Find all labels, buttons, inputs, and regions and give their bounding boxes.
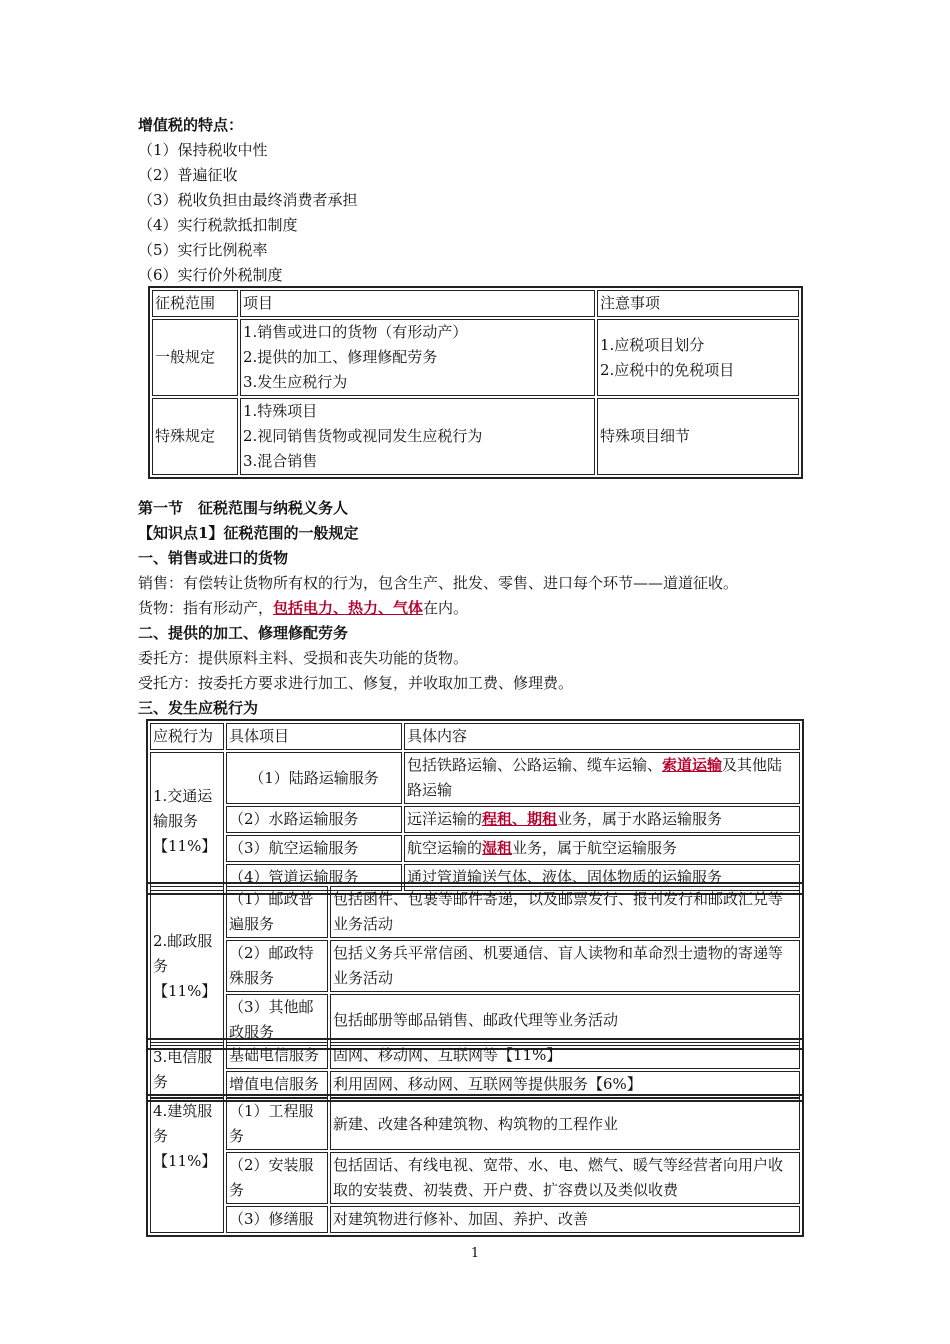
category-line: 2.邮政服: [153, 931, 213, 950]
content-cell: [404, 806, 800, 833]
list-item: 特殊项目细节: [600, 427, 691, 445]
list-item: 3.发生应税行为: [243, 373, 348, 391]
item-cell: [226, 1206, 328, 1233]
section-title: 第一节 征税范围与纳税义务人: [138, 499, 349, 517]
table-row: [150, 886, 800, 938]
feature-item: （5）实行比例税率: [138, 241, 268, 259]
content-cell: 包括义务兵平常信函、机要通信、盲人读物和革命烈士遗物的寄递等业务活动: [330, 940, 800, 992]
scope-table: [148, 286, 803, 479]
item-line: 遍服务: [229, 915, 275, 933]
goods-highlight: 包括电力、热力、气体: [273, 599, 424, 617]
category-cell: [150, 886, 224, 1046]
content-cell: 新建、改建各种建筑物、构筑物的工程作业: [330, 1098, 800, 1150]
goods-definition: [138, 596, 468, 621]
item-cell: 增值电信服务: [226, 1071, 328, 1098]
content-cell: 通过管道输送气体、液体、固体物质的运输服务: [404, 864, 800, 891]
table-row: [150, 940, 800, 992]
page-number: 1: [470, 1246, 480, 1261]
sale-definition: 销售：有偿转让货物所有权的行为，包含生产、批发、零售、进口每个环节——道道征收。: [138, 574, 739, 592]
header-cell: 应税行为: [150, 723, 224, 750]
category-cell: [150, 752, 224, 891]
item-line: （1）邮政普: [229, 890, 314, 908]
item-cell: 基础电信服务: [226, 1042, 328, 1069]
category-line: 1.交通运: [153, 787, 213, 805]
table-row: [150, 1152, 800, 1204]
header-cell: 具体内容: [404, 723, 800, 750]
goods-prefix: 货物：指有形动产，: [138, 599, 274, 617]
category-line: 务【11%】: [153, 956, 217, 1000]
list-item: 2.应税中的免税项目: [600, 360, 735, 379]
category-line: 【11%】: [153, 837, 217, 855]
taxable-table-postal: [146, 882, 804, 1050]
goods-suffix: 在内。: [423, 599, 469, 617]
feature-item: （2）普遍征收: [138, 166, 238, 184]
item-line: （2）安装服: [229, 1156, 314, 1174]
header-cell: 征税范围: [152, 290, 238, 317]
features-title: 增值税的特点：: [138, 116, 244, 134]
item-line: 政服务: [229, 1023, 275, 1041]
table-row: [150, 806, 800, 833]
content-text: 业务，属于航空运输服务: [512, 839, 678, 857]
content-highlight: 索道运输: [662, 756, 723, 774]
item-cell: [226, 886, 328, 938]
header-cell: 具体项目: [226, 723, 402, 750]
heading-goods: 一、销售或进口的货物: [138, 549, 289, 567]
notes-cell: [597, 398, 799, 475]
taxable-table-construction: [146, 1094, 804, 1237]
category-line: 4.建筑服: [153, 1102, 213, 1120]
item-line: （1）工程服: [229, 1102, 314, 1120]
category-line: 输服务: [153, 812, 199, 830]
content-cell: 对建筑物进行修补、加固、养护、改善: [330, 1206, 800, 1233]
item-cell: （1）陆路运输服务: [226, 752, 402, 804]
table-row: [150, 752, 800, 804]
table-row: [150, 835, 800, 862]
list-item: 1.销售或进口的货物（有形动产）: [243, 323, 468, 341]
item-line: 务: [229, 1127, 245, 1145]
content-text: 包括铁路运输、公路运输、缆车运输、: [407, 756, 663, 774]
items-cell: [240, 398, 595, 475]
item-line: （2）邮政特: [229, 944, 314, 962]
content-text: 及其他陆路运输: [407, 756, 783, 799]
table-header-row: [150, 723, 800, 750]
item-cell: [226, 940, 328, 992]
feature-item: （1）保持税收中性: [138, 141, 268, 159]
item-line: 务: [229, 1181, 245, 1199]
consignor-text: 委托方：提供原料主料、受损和丧失功能的货物。: [138, 649, 469, 667]
content-cell: 包括邮册等邮品销售、邮政代理等业务活动: [330, 994, 800, 1046]
content-cell: 包括函件、包裹等邮件寄递，以及邮票发行、报刊发行和邮政汇兑等业务活动: [330, 886, 800, 938]
table-header-row: [152, 290, 799, 317]
content-highlight: 湿租: [482, 839, 513, 857]
heading-taxable-acts: 三、发生应税行为: [138, 699, 259, 717]
knowledge-point-title: 【知识点1】征税范围的一般规定: [138, 524, 359, 542]
taxable-table-telecom: [146, 1038, 804, 1102]
item-cell: （2）水路运输服务: [226, 806, 402, 833]
table-row: [152, 398, 799, 475]
content-cell: 固网、移动网、互联网等【11%】: [330, 1042, 800, 1069]
content-text: 业务，属于水路运输服务: [557, 810, 723, 828]
item-cell: （3）航空运输服务: [226, 835, 402, 862]
content-text: 航空运输的: [407, 839, 483, 857]
list-item: 1.特殊项目: [243, 402, 318, 420]
content-highlight: 程租、期租: [482, 810, 558, 828]
content-cell: [404, 752, 800, 804]
scope-cell: 特殊规定: [152, 398, 238, 475]
category-line: 务: [153, 1073, 169, 1091]
list-item: 2.提供的加工、修理修配劳务: [243, 348, 438, 366]
content-cell: 包括固话、有线电视、宽带、水、电、燃气、暖气等经营者向用户收取的安装费、初装费、开户费、扩容费以及类似收费: [330, 1152, 800, 1204]
taxable-table-transport: [146, 719, 804, 895]
table-row: [150, 1098, 800, 1150]
scope-cell: 一般规定: [152, 319, 238, 396]
table-row: [150, 1206, 800, 1233]
list-item: 2.视同销售货物或视同发生应税行为: [243, 427, 483, 445]
items-cell: [240, 319, 595, 396]
list-item: 1.应税项目划分: [600, 335, 705, 354]
item-line: 殊服务: [229, 969, 275, 987]
list-item: 3.混合销售: [243, 452, 318, 470]
item-line: （3）修缮服: [229, 1210, 314, 1228]
feature-item: （3）税收负担由最终消费者承担: [138, 191, 358, 209]
category-line: 3.电信服: [153, 1048, 213, 1066]
feature-item: （4）实行税款抵扣制度: [138, 216, 298, 234]
category-line: 务【11%】: [153, 1127, 217, 1170]
item-cell: [226, 1152, 328, 1204]
header-cell: 注意事项: [597, 290, 799, 317]
notes-cell: [597, 319, 799, 396]
table-row: [152, 319, 799, 396]
category-cell: [150, 1098, 224, 1233]
content-cell: 利用固网、移动网、互联网等提供服务【6%】: [330, 1071, 800, 1098]
item-cell: （4）管道运输服务: [226, 864, 402, 891]
feature-item: （6）实行价外税制度: [138, 266, 283, 284]
content-text: 远洋运输的: [407, 810, 483, 828]
heading-processing: 二、提供的加工、修理修配劳务: [138, 624, 349, 642]
header-cell: 项目: [240, 290, 595, 317]
item-line: （3）其他邮: [229, 998, 314, 1016]
content-cell: [404, 835, 800, 862]
category-cell: [150, 1042, 224, 1098]
table-row: [150, 1042, 800, 1069]
item-cell: [226, 1098, 328, 1150]
consignee-text: 受托方：按委托方要求进行加工、修复，并收取加工费、修理费。: [138, 674, 574, 692]
